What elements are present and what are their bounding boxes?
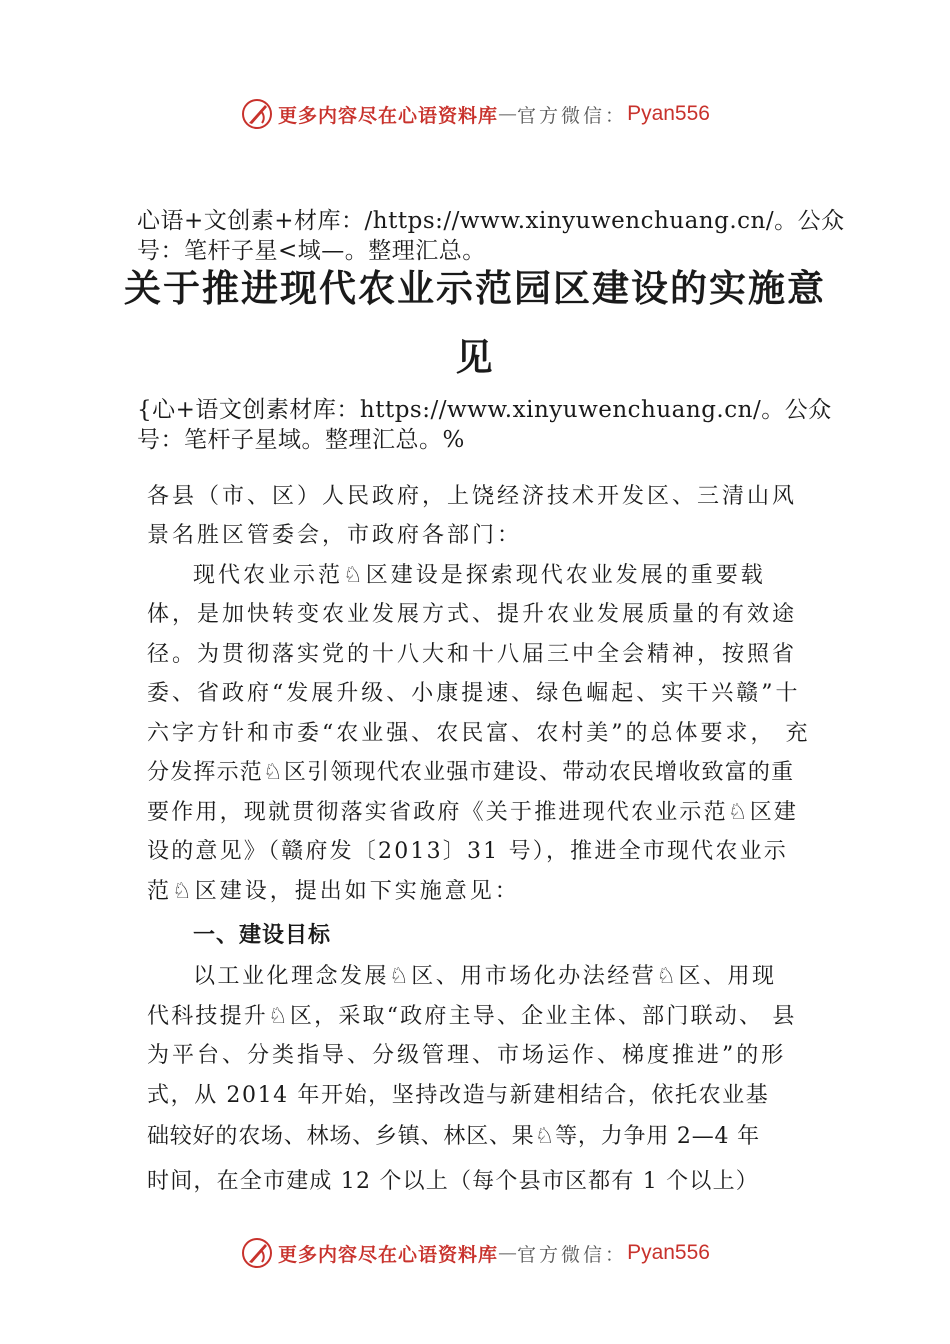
- bottom-banner: [0, 1233, 950, 1273]
- sub-notice-line-1: {心+语文创素材库：https://www.xinyuwenchuang.cn/。公众: [137, 397, 832, 423]
- intro-line-1: 现代农业示范♘区建设是探索现代农业发展的重要载: [193, 563, 766, 588]
- banner-separator: —: [498, 103, 518, 125]
- quill-logo-icon: [240, 97, 274, 131]
- intro-line-9: 范♘区建设，提出如下实施意见：: [147, 879, 520, 904]
- wechat-label: 官方微信：: [517, 1243, 628, 1266]
- section1-line-6: 时间，在全市建成 12 个以上（每个县市区都有 1 个以上）: [147, 1169, 759, 1194]
- addressee-line-1: 各县（市、区）人民政府，上饶经济技术开发区、三清山风: [147, 484, 798, 509]
- top-banner: [0, 94, 950, 134]
- intro-line-7: 要作用，现就贯彻落实省政府《关于推进现代农业示范♘区建: [147, 800, 799, 825]
- intro-line-8: 设的意见》（赣府发〔2013〕31 号），推进全市现代农业示: [147, 839, 788, 864]
- header-notice-line-1: 心语+文创素+材库：/https://www.xinyuwenchuang.cn/。公众: [137, 208, 845, 234]
- wechat-id: Pyan556: [627, 102, 710, 125]
- document-title-line-1: 关于推进现代农业示范园区建设的实施意: [124, 267, 826, 310]
- intro-line-3: 径。为贯彻落实党的十八大和十八届三中全会精神，按照省: [147, 642, 798, 667]
- section-heading: 一、建设目标: [193, 923, 332, 948]
- sub-notice-line-2: 号：笔杆子星域。整理汇总。%: [137, 427, 465, 453]
- section1-line-1: 以工业化理念发展♘区、用市场化办法经营♘区、用现: [193, 964, 777, 989]
- intro-line-2: 体，是加快转变农业发展方式、提升农业发展质量的有效途: [147, 602, 798, 627]
- addressee-line-2: 景名胜区管委会，市政府各部门：: [147, 523, 523, 548]
- wechat-id: Pyan556: [627, 1241, 710, 1264]
- section1-line-4: 式，从 2014 年开始，坚持改造与新建相结合，依托农业基: [147, 1083, 770, 1108]
- document-title-line-2: 见: [455, 336, 495, 379]
- library-text: 更多内容尽在心语资料库: [278, 1243, 499, 1266]
- intro-line-6: 分发挥示范♘区引领现代农业强市建设、带动农民增收致富的重: [147, 760, 795, 785]
- library-text: 更多内容尽在心语资料库: [278, 104, 499, 127]
- section1-line-3: 为平台、分类指导、分级管理、市场运作、梯度推进”的形: [147, 1043, 787, 1068]
- header-notice-line-2: 号：笔杆子星<域—。整理汇总。: [137, 238, 486, 264]
- wechat-label: 官方微信：: [517, 104, 628, 127]
- section1-line-2: 代科技提升♘区，采取“政府主导、企业主体、部门联动、 县: [147, 1004, 797, 1029]
- quill-logo-icon: [240, 1236, 274, 1270]
- intro-line-5: 六字方针和市委“农业强、农民富、农村美”的总体要求， 充: [147, 721, 811, 746]
- intro-line-4: 委、省政府“发展升级、小康提速、绿色崛起、实干兴赣”十: [147, 681, 801, 706]
- banner-separator: —: [498, 1242, 518, 1264]
- section1-line-5: 础较好的农场、林场、乡镇、林区、果♘等，力争用 2—4 年: [147, 1124, 760, 1149]
